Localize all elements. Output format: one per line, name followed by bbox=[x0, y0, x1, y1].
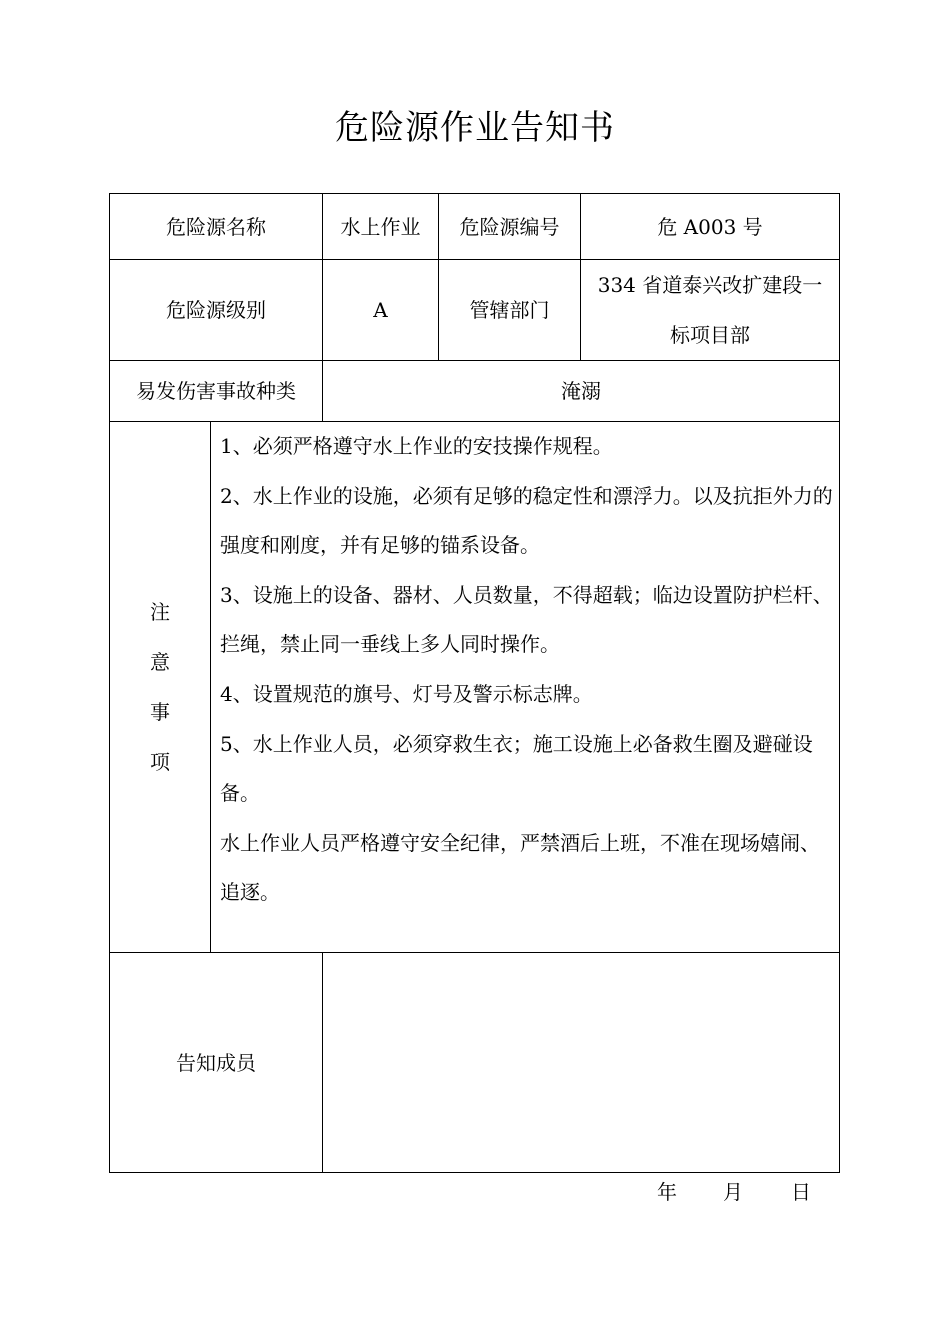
precautions-label-char: 注 bbox=[150, 600, 170, 624]
accident-type-value-cell bbox=[323, 361, 840, 422]
precaution-item: 3、设施上的设备、器材、人员数量，不得超载；临边设置防护栏杆、拦绳，禁止同一垂线上多人同时操作。 bbox=[220, 582, 833, 657]
hazard-code-value-cell bbox=[581, 194, 840, 260]
hazard-name-value-cell bbox=[323, 194, 439, 260]
document-title: 危险源作业告知书 bbox=[335, 108, 615, 148]
precaution-item: 4、设置规范的旗号、灯号及警示标志牌。 bbox=[220, 681, 593, 706]
row-hazard-name bbox=[110, 194, 840, 260]
row-hazard-level bbox=[110, 260, 840, 361]
hazard-name-label-cell bbox=[110, 194, 323, 260]
date-month: 月 bbox=[723, 1180, 743, 1204]
hazard-code-label: 危险源编号 bbox=[459, 214, 560, 239]
precaution-item: 2、水上作业的设施，必须有足够的稳定性和漂浮力。以及抗拒外力的强度和刚度，并有足够的锚系设备。 bbox=[220, 483, 833, 558]
accident-type-value: 淹溺 bbox=[561, 379, 601, 403]
precaution-item: 水上作业人员严格遵守安全纪律，严禁酒后上班，不准在现场嬉闹、追逐。 bbox=[220, 830, 820, 905]
hazard-level-value-cell bbox=[323, 260, 439, 361]
hazard-level-value: A bbox=[373, 298, 388, 322]
precautions-label-cell bbox=[110, 422, 211, 953]
department-value-line-1: 334 省道泰兴改扩建段一 bbox=[597, 273, 823, 297]
precautions-label-char: 项 bbox=[150, 750, 170, 774]
hazard-name-label: 危险源名称 bbox=[166, 214, 266, 239]
hazard-level-label: 危险源级别 bbox=[166, 298, 266, 322]
precautions-content-cell bbox=[211, 422, 840, 953]
members-label-cell bbox=[110, 953, 323, 1173]
department-label-cell bbox=[439, 260, 581, 361]
date-day: 日 bbox=[791, 1180, 811, 1204]
precautions-list bbox=[211, 422, 839, 918]
hazard-level-label-cell bbox=[110, 260, 323, 361]
members-value-cell bbox=[323, 953, 840, 1173]
hazard-name-value: 水上作业 bbox=[340, 214, 421, 239]
department-value-cell bbox=[581, 260, 840, 361]
precautions-label-char: 事 bbox=[150, 700, 170, 724]
accident-type-label: 易发伤害事故种类 bbox=[136, 379, 296, 403]
notice-form-table bbox=[109, 193, 840, 1173]
precautions-label-char: 意 bbox=[150, 650, 170, 674]
row-notified-members bbox=[110, 953, 840, 1173]
hazard-code-value: 危 A003 号 bbox=[657, 214, 763, 239]
accident-type-label-cell bbox=[110, 361, 323, 422]
row-accident-type bbox=[110, 361, 840, 422]
department-label: 管辖部门 bbox=[469, 298, 550, 322]
members-label: 告知成员 bbox=[176, 1050, 256, 1075]
date-year: 年 bbox=[657, 1180, 677, 1204]
precaution-item: 1、必须严格遵守水上作业的安技操作规程。 bbox=[220, 434, 613, 458]
precautions-label bbox=[150, 587, 170, 787]
department-value-line-2: 标项目部 bbox=[670, 323, 750, 347]
row-precautions bbox=[110, 422, 840, 953]
hazard-code-label-cell bbox=[439, 194, 581, 260]
precaution-item: 5、水上作业人员，必须穿救生衣；施工设施上必备救生圈及避碰设备。 bbox=[220, 731, 813, 806]
